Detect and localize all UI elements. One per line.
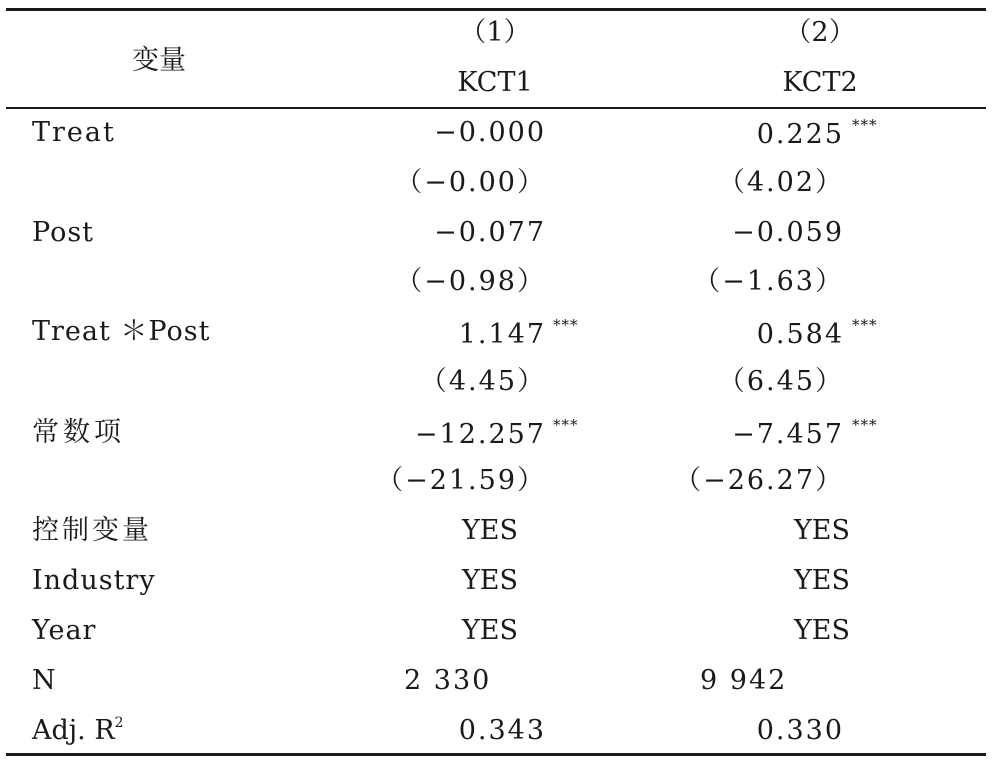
control-cell: YES [793, 615, 851, 646]
row-label: Treat [32, 117, 116, 148]
coef-cell: −0.000 [434, 117, 546, 148]
tstat-cell: （−21.59） [376, 465, 546, 496]
control-cell: YES [793, 515, 851, 546]
row-label: 控制变量 [32, 515, 152, 546]
header-col1-number: （1） [459, 17, 531, 48]
header-col1-name: KCT1 [457, 67, 533, 98]
tstat-cell: （−0.00） [395, 167, 546, 198]
top-rule [6, 8, 986, 11]
control-cell: YES [461, 615, 519, 646]
coef-cell: −0.077 [434, 217, 546, 248]
coef-cell: 1.147 [458, 319, 546, 350]
row-label [32, 714, 124, 752]
row-label: Treat ＊Post [32, 316, 211, 347]
coef-cell: −0.059 [732, 217, 844, 248]
row-label: Post [32, 217, 95, 248]
tstat-cell: （−0.98） [395, 266, 546, 297]
r2-cell: 0.343 [458, 715, 546, 746]
coef-cell: −12.257 [414, 419, 546, 450]
control-cell: YES [461, 515, 519, 546]
r2-cell: 0.330 [756, 715, 844, 746]
header-col2-number: （2） [784, 17, 856, 48]
adj-r2-label: Adj. R [32, 715, 115, 746]
n-cell: 2 330 [404, 665, 492, 696]
row-label: 常数项 [32, 417, 125, 448]
tstat-cell: （−26.27） [674, 465, 844, 496]
bottom-rule [6, 753, 986, 756]
significance-stars: *** [852, 416, 878, 434]
header-rule [6, 107, 986, 109]
header-col2-name: KCT2 [782, 67, 858, 98]
row-label: N [32, 665, 56, 696]
control-cell: YES [461, 565, 519, 596]
control-cell: YES [793, 565, 851, 596]
coef-cell: −7.457 [732, 419, 844, 450]
significance-stars: *** [553, 316, 579, 334]
coef-cell: 0.225 [756, 119, 844, 150]
n-cell: 9 942 [700, 665, 788, 696]
significance-stars: *** [852, 316, 878, 334]
row-label: Year [32, 615, 97, 646]
tstat-cell: （−1.63） [693, 266, 844, 297]
significance-stars: *** [852, 116, 878, 134]
tstat-cell: （4.45） [419, 366, 546, 397]
row-label: Industry [32, 565, 156, 596]
header-variable-label: 变量 [132, 45, 186, 76]
coef-cell: 0.584 [756, 319, 844, 350]
significance-stars: *** [553, 416, 579, 434]
tstat-cell: （6.45） [717, 366, 844, 397]
adj-r2-superscript: 2 [114, 715, 124, 731]
tstat-cell: （4.02） [717, 167, 844, 198]
